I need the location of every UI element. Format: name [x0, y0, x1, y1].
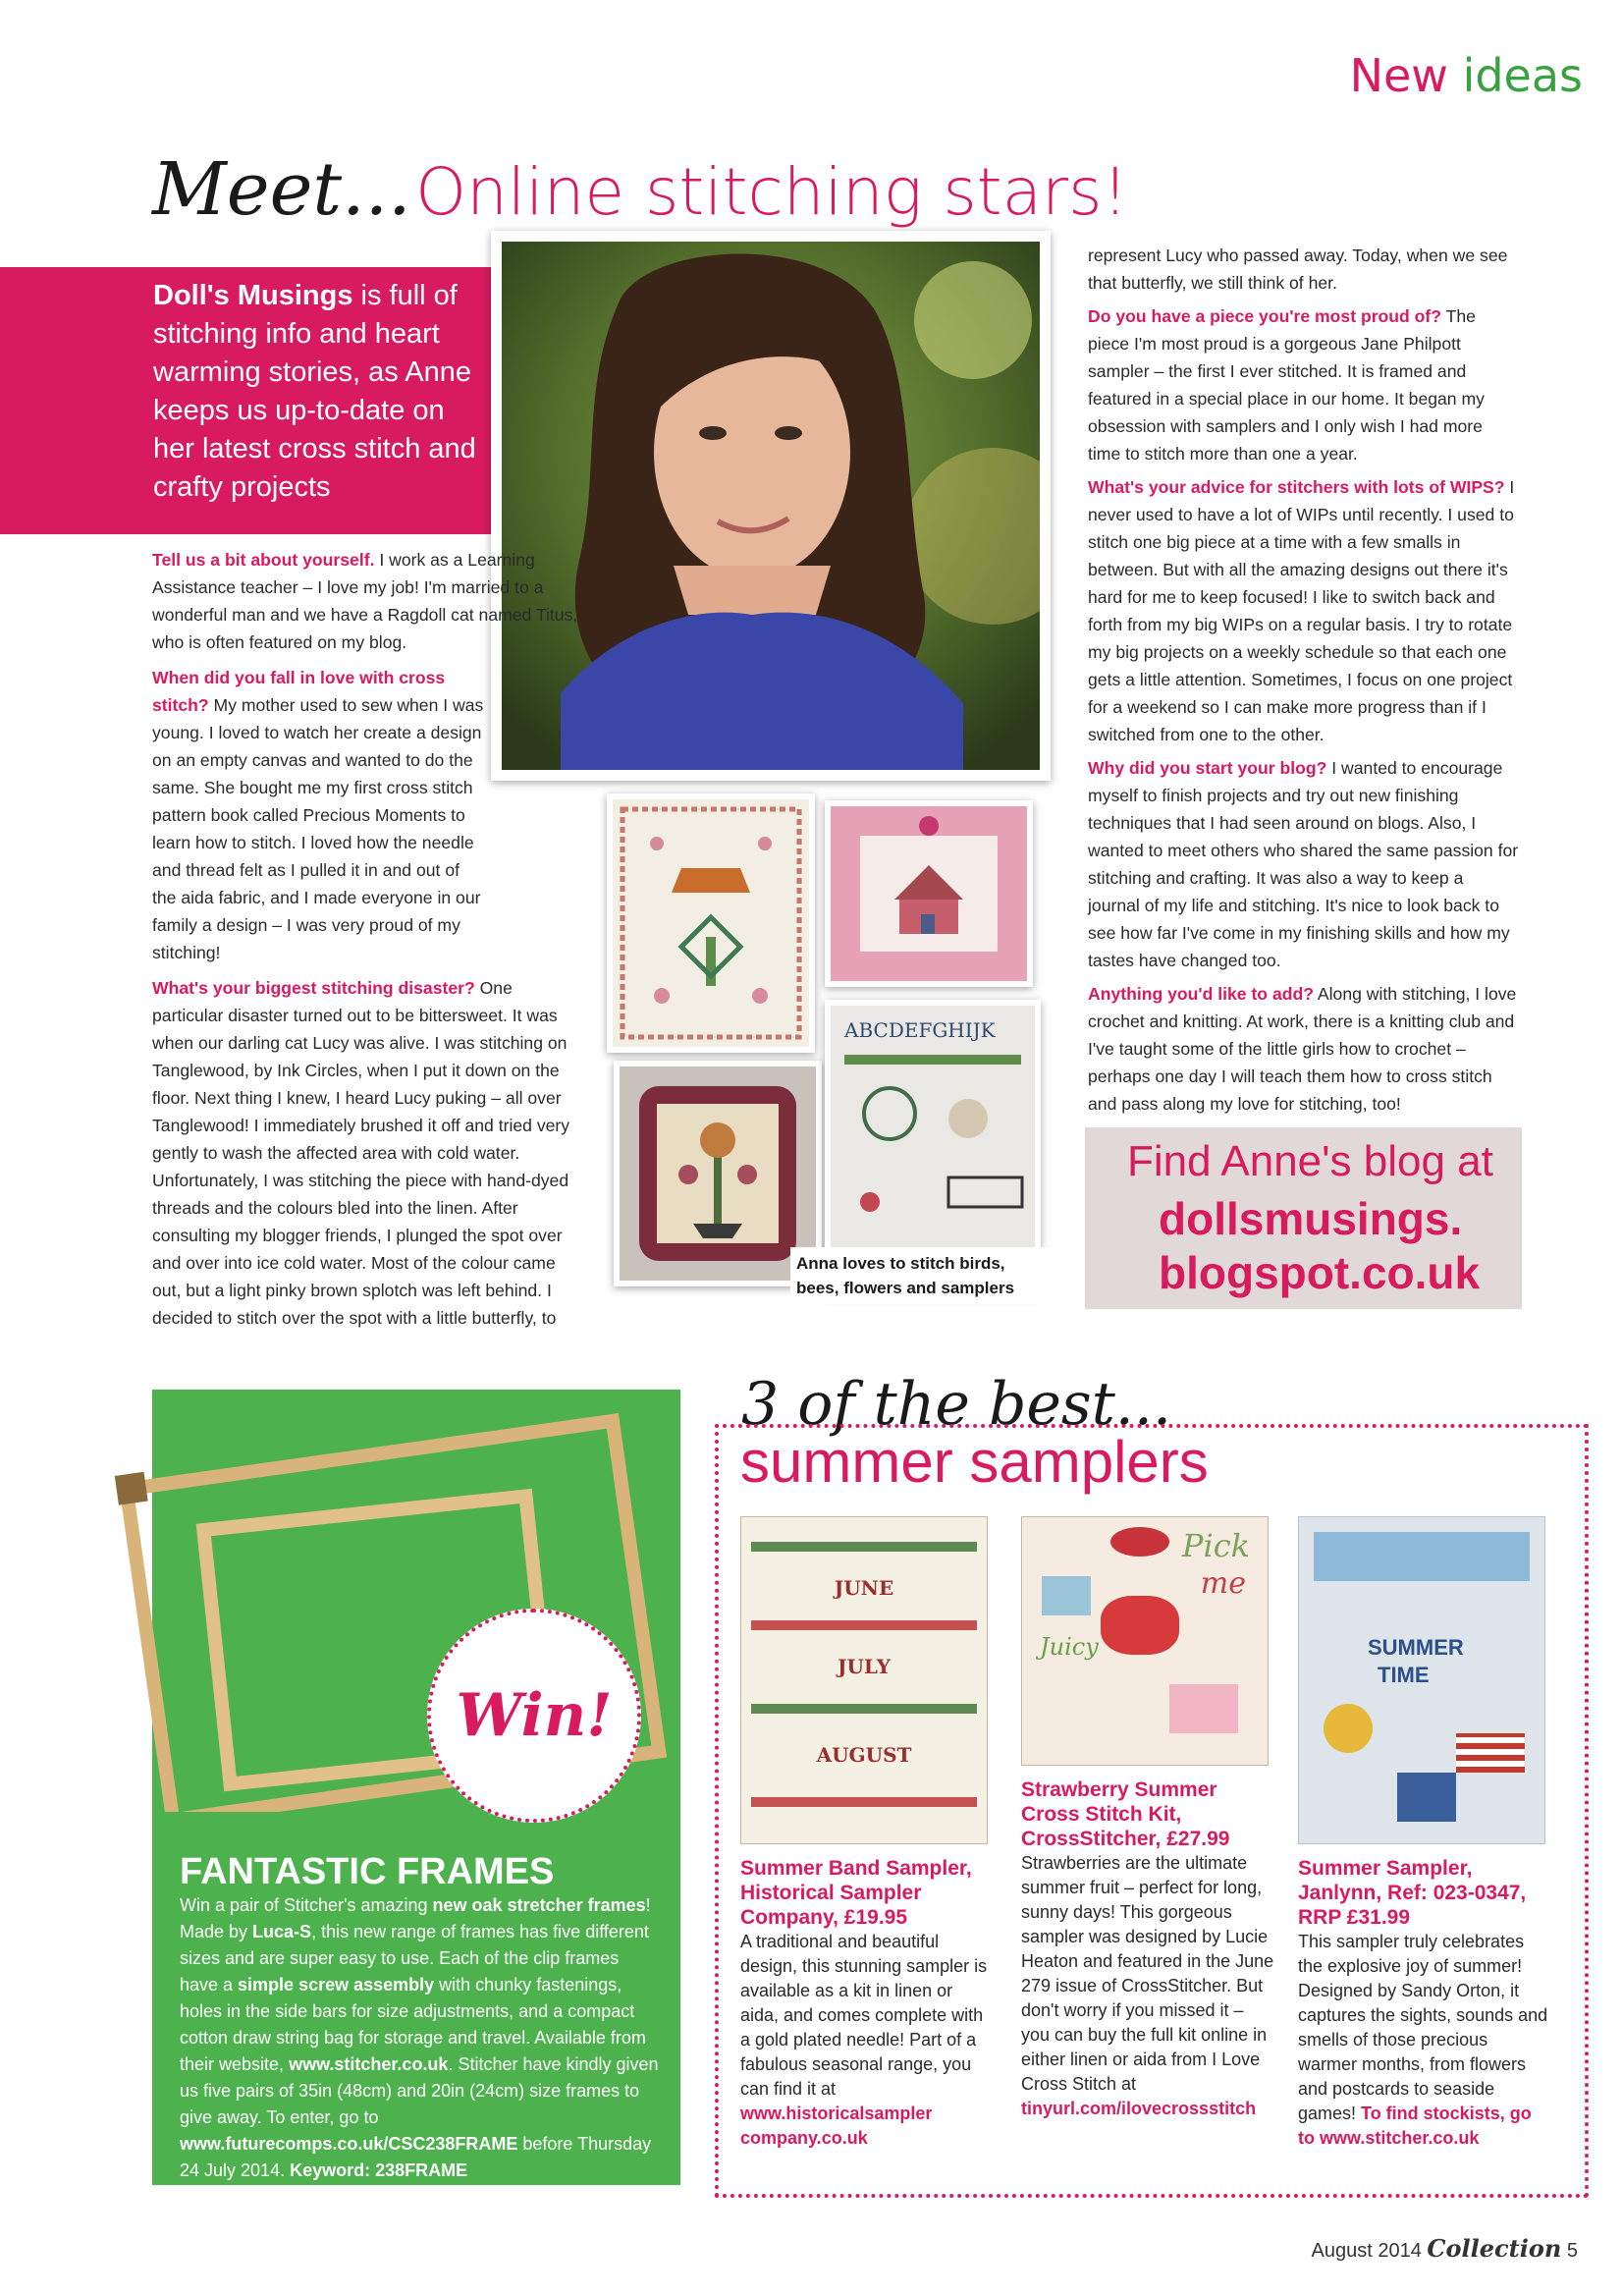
win-text-assembly: simple screw assembly: [238, 1975, 435, 1995]
best-title: summer samplers: [740, 1429, 1209, 1495]
product-2-link[interactable]: tinyurl.com/ilovecrossstitch: [1021, 2099, 1257, 2118]
product-3-sunflower: [1324, 1704, 1373, 1753]
qa-add: [1088, 980, 1520, 1118]
section-tag-ideas: ideas: [1462, 49, 1583, 102]
intro-box: [0, 267, 532, 534]
footer-date: August 2014: [1311, 2240, 1422, 2262]
footer-page-number: 5: [1566, 2240, 1578, 2262]
win-text-4: with chunky fastenings, holes in the side bars for size adjustments, and a compact cotton draw string bag for storage and travel. Available from their website,: [180, 1975, 646, 2074]
answer-about: I work as a Learning Assistance teacher – I love my job! I'm married to a wonderful man and we have a Ragdoll cat named Titus, who is often featured on my blog.: [152, 550, 578, 652]
product-3-sky: [1314, 1532, 1530, 1581]
fox-sampler-image: [613, 799, 809, 1047]
product-3-desc: This sampler truly celebrates the explosive joy of summer! Designed by Sandy Orton, it captures the sights, sounds and smells of those precious warmer months, from flowers and postcards to seaside games!: [1298, 1932, 1548, 2123]
sampler-photo-fox: [607, 793, 815, 1053]
article-title: [152, 147, 1128, 232]
question-add: Anything you'd like to add?: [1088, 984, 1314, 1004]
win-text-brand: Luca-S: [252, 1922, 312, 1941]
win-text-5: . Stitcher have kindly given us five pairs of 35in (48cm) and 20in (24cm) size frames to give away. To enter, go to: [180, 2054, 659, 2127]
product-2-label-pick: Pick: [1181, 1527, 1250, 1564]
win-text: [180, 1892, 659, 2184]
qa-wips: [1088, 473, 1520, 748]
title-script: Meet...: [152, 147, 411, 232]
product-1-band-3: [751, 1704, 977, 1714]
product-1-title: Summer Band Sampler, Historical Sampler Company, £19.95: [740, 1857, 972, 1929]
product-1-label-august: AUGUST: [816, 1743, 912, 1767]
sampler-photo-house: [825, 800, 1033, 987]
question-disaster: What's your biggest stitching disaster?: [152, 978, 475, 998]
house-pillow-image: [831, 806, 1027, 981]
win-text-frames: new oak stretcher frames: [432, 1895, 646, 1915]
product-2-label-juicy: Juicy: [1040, 1633, 1099, 1661]
right-column: [1088, 242, 1520, 1118]
product-2-image: [1021, 1516, 1269, 1766]
question-wips: What's your advice for stitchers with lots of WIPS?: [1088, 477, 1505, 497]
product-1: [740, 1516, 991, 2151]
blog-box: [1085, 1127, 1522, 1309]
win-text-3: , this new range of frames has five different sizes and are super easy to use. Each of the clip frames have a: [180, 1922, 649, 1995]
best-script: 3 of the best...: [741, 1370, 1172, 1439]
blog-link[interactable]: [1159, 1192, 1480, 1300]
product-2-text: [1021, 1851, 1276, 2121]
win-text-2: ! Made by: [180, 1895, 651, 1941]
product-1-link[interactable]: www.historicalsampler company.co.uk: [740, 2104, 933, 2148]
product-2-bow: [1110, 1527, 1169, 1557]
product-1-text: [740, 1930, 991, 2151]
question-love: When did you fall in love with cross stitch?: [152, 668, 446, 715]
product-1-desc: A traditional and beautiful design, this stunning sampler is available as a kit in linen or aida, and comes complete with a gold plated needle! Part of a fabulous seasonal range, you can find it at: [740, 1932, 988, 2099]
product-3-image: [1298, 1516, 1545, 1844]
win-link-stitcher[interactable]: www.stitcher.co.uk: [289, 2054, 449, 2074]
intro-text: [153, 277, 492, 507]
section-tag-new: New: [1349, 49, 1448, 102]
win-badge: [427, 1609, 641, 1823]
answer-blog: I wanted to encourage myself to finish projects and try out new finishing techniques that I had seen around on blogs. Also, I wanted to meet others who shared the same passion for stitching and crafting. It was also a way to keep a journal of my life and stitching. It's nice to look back to see how far I've come in my finishing skills and how my tastes have changed too.: [1088, 758, 1519, 970]
product-2-col: [1021, 1516, 1276, 2121]
product-2-strawberry-jar: [1101, 1596, 1179, 1655]
answer-proud: The piece I'm most proud is a gorgeous Jane Philpott sampler – the first I ever stitched. It is framed and featured in a special place in our home. It began my obsession with samplers and I only wish I had more time to stitch more than one a year.: [1088, 306, 1485, 464]
product-3-link[interactable]: To find stockists, go to www.stitcher.co.uk: [1298, 2104, 1532, 2148]
product-3-flag: [1456, 1733, 1525, 1773]
answer-wips: I never used to have a lot of WIPs until recently. I used to stitch one big piece at a time with a few smalls in between. But with all the amazing designs out there it's hard for me to keep focused! I like to switch back and forth from my big WIPs on a regular basis. I try to rotate my big projects on a weekly schedule so that each one gets a little attention. Sometimes, I focus on one project for a weekend so I can make more progress than if I switched from one to the other.: [1088, 477, 1515, 744]
win-link-comps[interactable]: www.futurecomps.co.uk/CSC238FRAME: [180, 2134, 518, 2154]
photo-caption: Anna loves to stitch birds, bees, flowers and samplers: [790, 1247, 1055, 1304]
intro-lead: Doll's Musings: [153, 280, 353, 311]
product-3-label-summer: SUMMER: [1368, 1635, 1464, 1660]
product-2-label-me: me: [1200, 1566, 1246, 1601]
product-2-title: Strawberry Summer Cross Stitch Kit, CrossStitcher, £27.99: [1021, 1778, 1230, 1850]
product-1-image: [740, 1516, 988, 1844]
win-title: FANTASTIC FRAMES: [180, 1851, 555, 1892]
qa-blog: [1088, 754, 1520, 974]
title-main: Online stitching stars!: [415, 154, 1129, 230]
product-3-quilt: [1397, 1773, 1456, 1822]
blog-line3: blogspot.co.uk: [1159, 1247, 1481, 1298]
svg-text:ABCDEFGHIJK: ABCDEFGHIJK: [844, 1018, 996, 1042]
win-badge-text: Win!: [456, 1681, 613, 1750]
product-3-label-time: TIME: [1378, 1663, 1430, 1687]
product-1-band-2: [751, 1620, 977, 1630]
win-text-6: before Thursday 24 July 2014.: [180, 2134, 652, 2180]
ruffle-pillow-image: [620, 1066, 816, 1281]
product-1-label-july: JULY: [838, 1655, 891, 1678]
blog-line2: dollsmusings.: [1159, 1193, 1463, 1244]
product-1-band-4: [751, 1797, 977, 1807]
qa-disaster: [152, 974, 584, 1332]
product-3: [1298, 1516, 1548, 2151]
page-footer: [1312, 2234, 1578, 2263]
footer-brand: Collection: [1427, 2234, 1562, 2263]
qa-about: [152, 546, 594, 656]
product-2-tile-pink: [1169, 1684, 1238, 1733]
question-blog: Why did you start your blog?: [1088, 758, 1327, 778]
question-about: Tell us a bit about yourself.: [152, 550, 375, 570]
win-keyword: Keyword: 238FRAME: [290, 2160, 468, 2180]
product-2-tile-blue: [1042, 1576, 1091, 1615]
product-1-band-1: [751, 1542, 977, 1552]
answer-disaster: One particular disaster turned out to be bittersweet. It was when our darling cat Lucy was alive. I was stitching on Tanglewood, by Ink Circles, when I put it down on the floor. Next thing I knew, I heard Lucy puking – all over Tanglewood! I immediately brushed it off and tried very gently to wash the affected area with cold water. Unfortunately, I was stitching the piece with hand-dyed threads and the colours bled into the linen. After consulting my blogger friends, I plunged the spot over and over into ice cold water. Most of the colour came out, but a light pinky brown splotch was left behind. I decided to stitch over the spot with a little butterfly, to: [152, 978, 570, 1328]
win-text-1: Win a pair of Stitcher's amazing: [180, 1895, 433, 1915]
question-proud: Do you have a piece you're most proud of?: [1088, 306, 1442, 326]
intro-rest: is full of stitching info and heart warming stories, as Anne keeps us up-to-date on her latest cross stitch and crafty projects: [153, 280, 476, 503]
product-1-label-june: JUNE: [834, 1576, 894, 1600]
answer-add: Along with stitching, I love crochet and knitting. At work, there is a knitting club and I've taught some of the little girls how to crochet – perhaps one day I will teach them how to cross stitch and pass along my love for stitching, too!: [1088, 984, 1517, 1114]
win-box: [152, 1390, 680, 2185]
product-3-text: [1298, 1930, 1548, 2151]
left-column: [152, 546, 594, 1332]
section-tag: [1350, 49, 1583, 102]
qa-proud: [1088, 302, 1520, 467]
qa-love: [152, 664, 486, 966]
blog-line1: Find Anne's blog at: [1127, 1137, 1493, 1185]
product-3-title: Summer Sampler, Janlynn, Ref: 023-0347, RRP £31.99: [1298, 1857, 1527, 1929]
right-continuation: represent Lucy who passed away. Today, when we see that butterfly, we still think of her.: [1088, 246, 1508, 293]
answer-love: My mother used to sew when I was young. I loved to watch her create a design on an empty canvas and wanted to do the same. She bought me my first cross stitch pattern book called Precious Moments to learn how to stitch. I loved how the needle and thread felt as I pulled it in and out of the aida fabric, and I made everyone in our family a design – I was very proud of my stitching!: [152, 695, 484, 962]
best-box: [715, 1424, 1589, 2198]
product-2-desc: Strawberries are the ultimate summer fruit – perfect for long, sunny days! This gorgeous sampler was designed by Lucie Heaton and featured in the June 279 issue of CrossStitcher. But don't worry if you missed it – you can buy the full kit online in either linen or aida from I Love Cross Stitch at: [1021, 1853, 1274, 2094]
